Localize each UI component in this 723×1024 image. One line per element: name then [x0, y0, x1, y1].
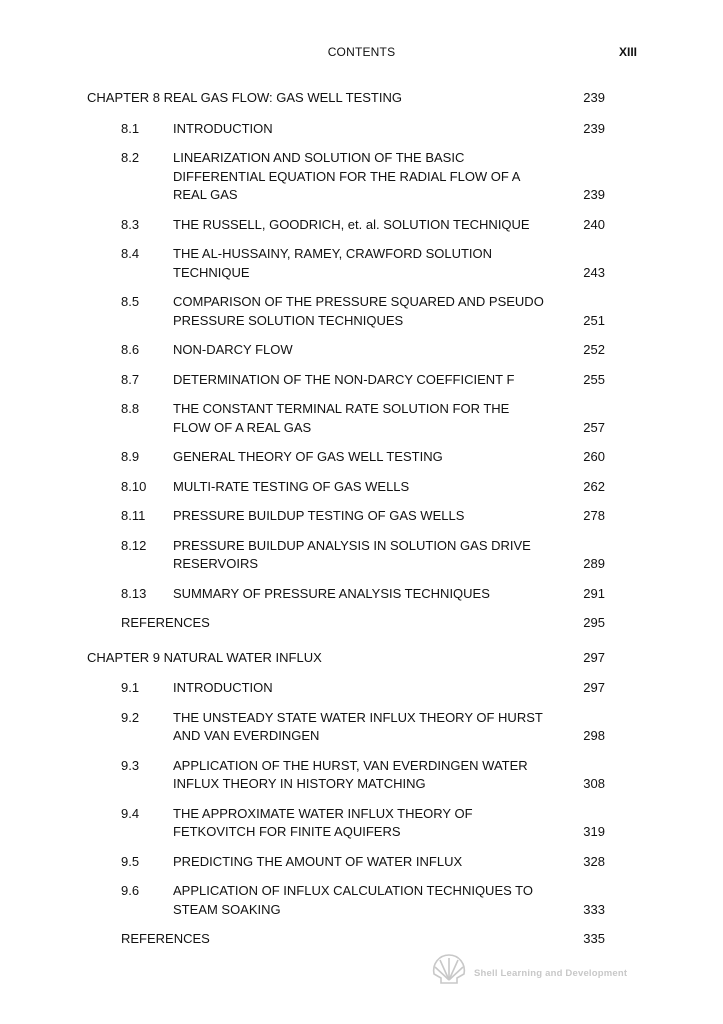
references-entry[interactable]: [87, 930, 607, 949]
chapter-page: 239: [583, 90, 605, 105]
section-page: 278: [583, 508, 605, 523]
section-title: MULTI-RATE TESTING OF GAS WELLS: [173, 478, 410, 494]
section-title: PRESSURE BUILDUP TESTING OF GAS WELLS: [173, 508, 465, 523]
section-title: THE RUSSELL, GOODRICH, et. al. SOLUTION TECHNIQUE: [173, 216, 530, 232]
toc-entry[interactable]: [87, 507, 607, 526]
section-page: 252: [583, 342, 605, 357]
toc-entry[interactable]: [87, 371, 607, 390]
toc-entry[interactable]: [87, 585, 607, 604]
section-number: 8.10: [121, 478, 147, 494]
section-number: 8.13: [121, 585, 147, 601]
section-page: 262: [583, 478, 605, 494]
section-title: THE APPROXIMATE WATER INFLUX THEORY OF FETKOVITCH FOR FINITE AQUIFERS: [173, 805, 473, 839]
toc-entry[interactable]: [87, 448, 607, 467]
toc-entry[interactable]: [87, 149, 607, 205]
section-page: 291: [583, 585, 605, 601]
chapter-heading[interactable]: [87, 89, 607, 108]
page-header: [0, 45, 723, 61]
section-title: SUMMARY OF PRESSURE ANALYSIS TECHNIQUES: [173, 585, 490, 601]
page-number: XIII: [618, 45, 637, 59]
section-title: THE CONSTANT TERMINAL RATE SOLUTION FOR THE FLOW OF A REAL GAS: [173, 401, 510, 435]
section-title: THE AL-HUSSAINY, RAMEY, CRAWFORD SOLUTION TECHNIQUE: [173, 246, 493, 280]
section-title: PREDICTING THE AMOUNT OF WATER INFLUX: [173, 853, 463, 869]
toc-entry[interactable]: [87, 341, 607, 360]
section-number: 9.3: [121, 757, 140, 773]
toc-entry[interactable]: [87, 805, 607, 842]
table-of-contents: [87, 89, 607, 960]
section-page: 328: [583, 853, 605, 869]
section-title: DETERMINATION OF THE NON-DARCY COEFFICIENT F: [173, 371, 515, 387]
chapter-page: 297: [583, 649, 605, 665]
section-number: 9.6: [121, 883, 140, 898]
toc-entry[interactable]: [87, 120, 607, 139]
chapter-title: CHAPTER 8 REAL GAS FLOW: GAS WELL TESTING: [87, 90, 402, 105]
toc-entry[interactable]: [87, 400, 607, 437]
section-page: 308: [583, 776, 605, 791]
section-number: 9.5: [121, 853, 140, 869]
toc-entry[interactable]: [87, 757, 607, 794]
section-page: 239: [583, 187, 605, 202]
section-number: 8.11: [121, 508, 146, 523]
toc-entry[interactable]: [87, 293, 607, 330]
toc-entry[interactable]: [87, 679, 607, 698]
section-number: 8.2: [121, 150, 140, 165]
section-page: 333: [583, 901, 605, 917]
toc-entry[interactable]: [87, 245, 607, 282]
section-title: LINEARIZATION AND SOLUTION OF THE BASIC DIFFERENTIAL EQUATION FOR THE RADIAL FLOW OF A REAL GAS: [173, 150, 520, 202]
section-title: THE UNSTEADY STATE WATER INFLUX THEORY OF HURST AND VAN EVERDINGEN: [173, 709, 543, 743]
section-page: 289: [583, 556, 605, 571]
section-page: 257: [583, 419, 605, 435]
toc-entry[interactable]: [87, 853, 607, 872]
section-title: APPLICATION OF THE HURST, VAN EVERDINGEN WATER INFLUX THEORY IN HISTORY MATCHING: [173, 757, 528, 791]
references-page: 335: [583, 931, 605, 946]
section-number: 9.4: [121, 805, 140, 821]
toc-entry[interactable]: [87, 709, 607, 746]
running-title: CONTENTS: [327, 45, 396, 59]
section-number: 8.7: [121, 371, 140, 387]
section-title: GENERAL THEORY OF GAS WELL TESTING: [173, 449, 443, 464]
toc-entry[interactable]: [87, 882, 607, 919]
references-entry[interactable]: [87, 614, 607, 633]
section-page: 239: [583, 120, 605, 136]
section-page: 297: [583, 680, 605, 695]
section-number: 9.1: [121, 680, 140, 695]
footer: [430, 952, 670, 988]
references-page: 295: [583, 615, 605, 630]
shell-logo-icon: [430, 952, 468, 986]
section-page: 298: [583, 728, 605, 743]
references-label: REFERENCES: [121, 931, 210, 946]
section-page: 255: [583, 371, 605, 387]
section-title: APPLICATION OF INFLUX CALCULATION TECHNIQUES TO STEAM SOAKING: [173, 883, 533, 917]
section-number: 8.5: [121, 294, 140, 309]
section-number: 8.6: [121, 342, 140, 357]
section-page: 260: [583, 449, 605, 464]
section-number: 8.12: [121, 537, 147, 553]
chapter-title: CHAPTER 9 NATURAL WATER INFLUX: [87, 649, 322, 665]
toc-entry[interactable]: [87, 537, 607, 574]
toc-entry[interactable]: [87, 478, 607, 497]
section-page: 243: [583, 264, 605, 280]
section-title: INTRODUCTION: [173, 120, 273, 136]
section-number: 8.3: [121, 216, 140, 232]
section-page: 319: [583, 824, 605, 839]
section-number: 8.9: [121, 449, 140, 464]
section-number: 9.2: [121, 709, 140, 725]
section-page: 240: [583, 216, 605, 232]
chapter-heading[interactable]: [87, 649, 607, 668]
footer-text: Shell Learning and Development: [474, 968, 628, 979]
section-number: 8.1: [121, 120, 140, 136]
references-label: REFERENCES: [121, 615, 210, 630]
section-title: NON-DARCY FLOW: [173, 342, 293, 357]
section-number: 8.8: [121, 401, 140, 416]
section-title: INTRODUCTION: [173, 680, 273, 695]
section-number: 8.4: [121, 246, 140, 261]
section-title: COMPARISON OF THE PRESSURE SQUARED AND PSEUDO PRESSURE SOLUTION TECHNIQUES: [173, 294, 544, 328]
section-title: PRESSURE BUILDUP ANALYSIS IN SOLUTION GAS DRIVE RESERVOIRS: [173, 537, 531, 571]
toc-entry[interactable]: [87, 216, 607, 235]
section-page: 251: [583, 312, 605, 328]
